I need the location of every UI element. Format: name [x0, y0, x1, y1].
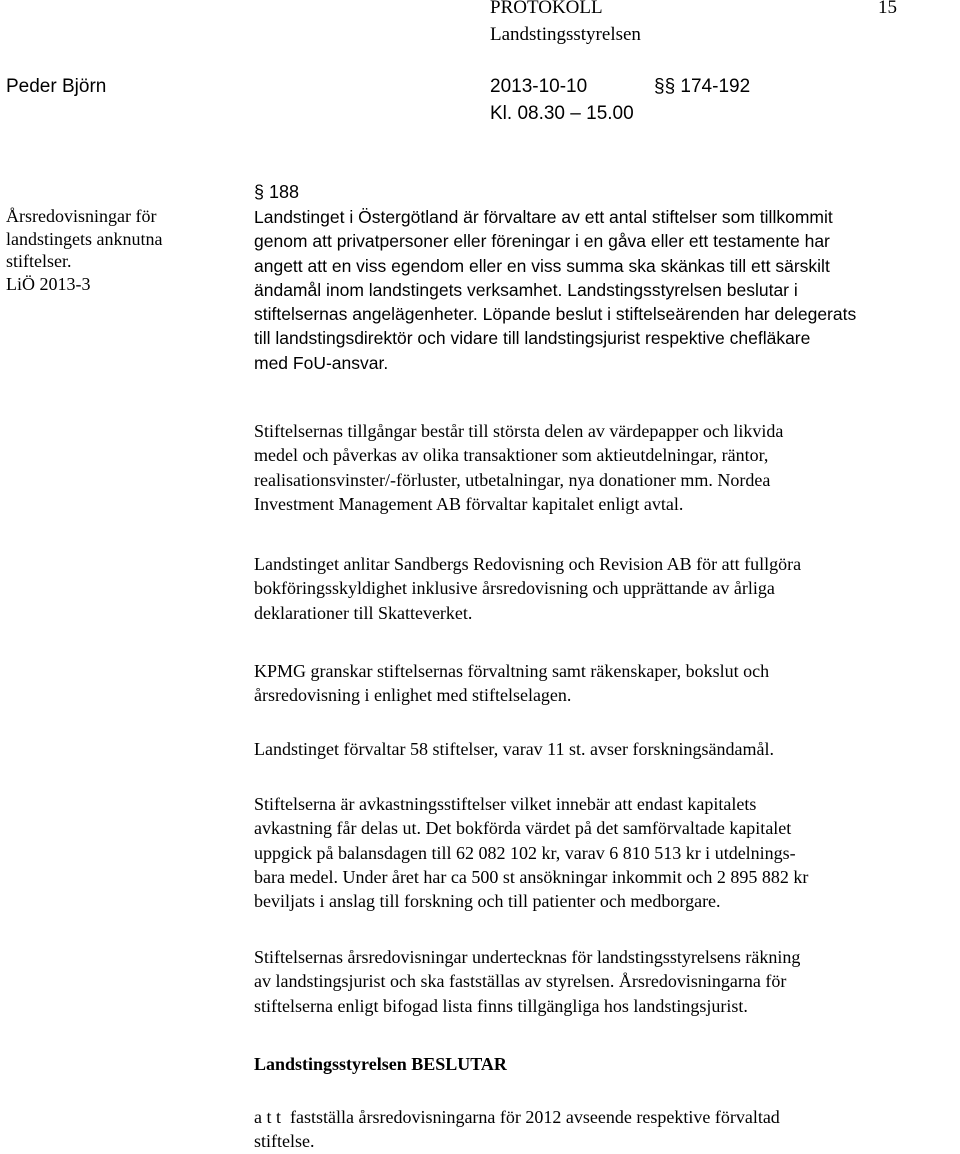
text-line: årsredovisning i enlighet med stiftelselagen. [254, 685, 572, 706]
text-line: med FoU-ansvar. [254, 352, 389, 373]
text-line: ändamål inom landstingets verksamhet. Landstingsstyrelsen beslutar i [254, 279, 798, 300]
text-line: Stiftelsernas årsredovisningar undertecknas för landstingsstyrelsens räkning [254, 947, 801, 967]
paragraph-assets [254, 419, 954, 516]
text-line: stiftelse. [254, 1131, 315, 1152]
decision-text [254, 1105, 954, 1154]
text-line: beviljats i anslag till forskning och till patienter och medborgare. [254, 891, 721, 912]
paragraph-annual-reports [254, 945, 954, 1018]
paragraph-capital [254, 792, 954, 913]
section-number: § 188 [254, 182, 300, 202]
text-line: Investment Management AB förvaltar kapitalet enligt avtal. [254, 493, 684, 514]
paragraph-range: §§ 174-192 [654, 76, 751, 97]
intro-paragraph [254, 205, 954, 375]
text-line: uppgick på balansdagen till 62 082 102 kr, varav 6 810 513 kr i utdelnings- [254, 842, 796, 863]
text-line: stiftelsernas angelägenheter. Löpande beslut i stiftelseärenden har delegerats [254, 304, 857, 325]
text-line: medel och påverkas av olika transaktioner som aktieutdelningar, räntor, [254, 445, 769, 466]
sidebar-subject [6, 205, 246, 296]
paragraph-count [254, 737, 954, 761]
text-line: a t t fastställa årsredovisningarna för 2012 avseende respektive förvaltad [254, 1107, 780, 1127]
sidebar-line: stiftelser. [6, 251, 72, 272]
sidebar-line: Årsredovisningar för [6, 206, 157, 226]
sidebar-line: landstingets anknutna [6, 228, 163, 249]
text-line: bara medel. Under året har ca 500 st ansökningar inkommit och 2 895 882 kr [254, 866, 809, 887]
organization-name: Landstingsstyrelsen [490, 24, 641, 45]
document-type: PROTOKOLL [490, 0, 603, 18]
page-number: 15 [878, 0, 897, 18]
text-line: angett att en viss egendom eller en viss summa ska skänkas till ett särskilt [254, 255, 830, 276]
text-line: till landstingsdirektör och vidare till landstingsjurist respektive chefläkare [254, 328, 811, 349]
text-line: KPMG granskar stiftelsernas förvaltning samt räkenskaper, bokslut och [254, 661, 770, 681]
meeting-date: 2013-10-10 [490, 76, 588, 97]
text-line: Landstinget anlitar Sandbergs Redovisning och Revision AB för att fullgöra [254, 554, 802, 574]
text-line: stiftelserna enligt bifogad lista finns tillgängliga hos landstingsjurist. [254, 995, 748, 1016]
paragraph-accounting [254, 552, 954, 625]
text-line: Landstinget förvaltar 58 stiftelser, varav 11 st. avser forskningsändamål. [254, 739, 774, 759]
text-line: Landstinget i Östergötland är förvaltare av ett antal stiftelser som tillkommit [254, 207, 833, 227]
text-line: av landstingsjurist och ska fastställas av styrelsen. Årsredovisningarna för [254, 971, 787, 992]
text-line: realisationsvinster/-förluster, utbetalningar, nya donationer mm. Nordea [254, 469, 771, 490]
text-line: deklarationer till Skatteverket. [254, 602, 473, 623]
paragraph-audit [254, 659, 954, 708]
sidebar-line: LiÖ 2013-3 [6, 274, 91, 295]
text-line: Stiftelserna är avkastningsstiftelser vilket innebär att endast kapitalets [254, 794, 757, 814]
text-line: genom att privatpersoner eller föreningar i en gåva eller ett testamente har [254, 231, 830, 252]
meeting-time: Kl. 08.30 – 15.00 [490, 103, 634, 124]
signer-name: Peder Björn [6, 76, 107, 97]
text-line: avkastning får delas ut. Det bokförda värdet på det samförvaltade kapitalet [254, 818, 792, 839]
text-line: bokföringsskyldighet inklusive årsredovisning och upprättande av årliga [254, 578, 775, 599]
decision-heading: Landstingsstyrelsen BESLUTAR [254, 1054, 507, 1074]
text-line: Stiftelsernas tillgångar består till största delen av värdepapper och likvida [254, 421, 784, 441]
